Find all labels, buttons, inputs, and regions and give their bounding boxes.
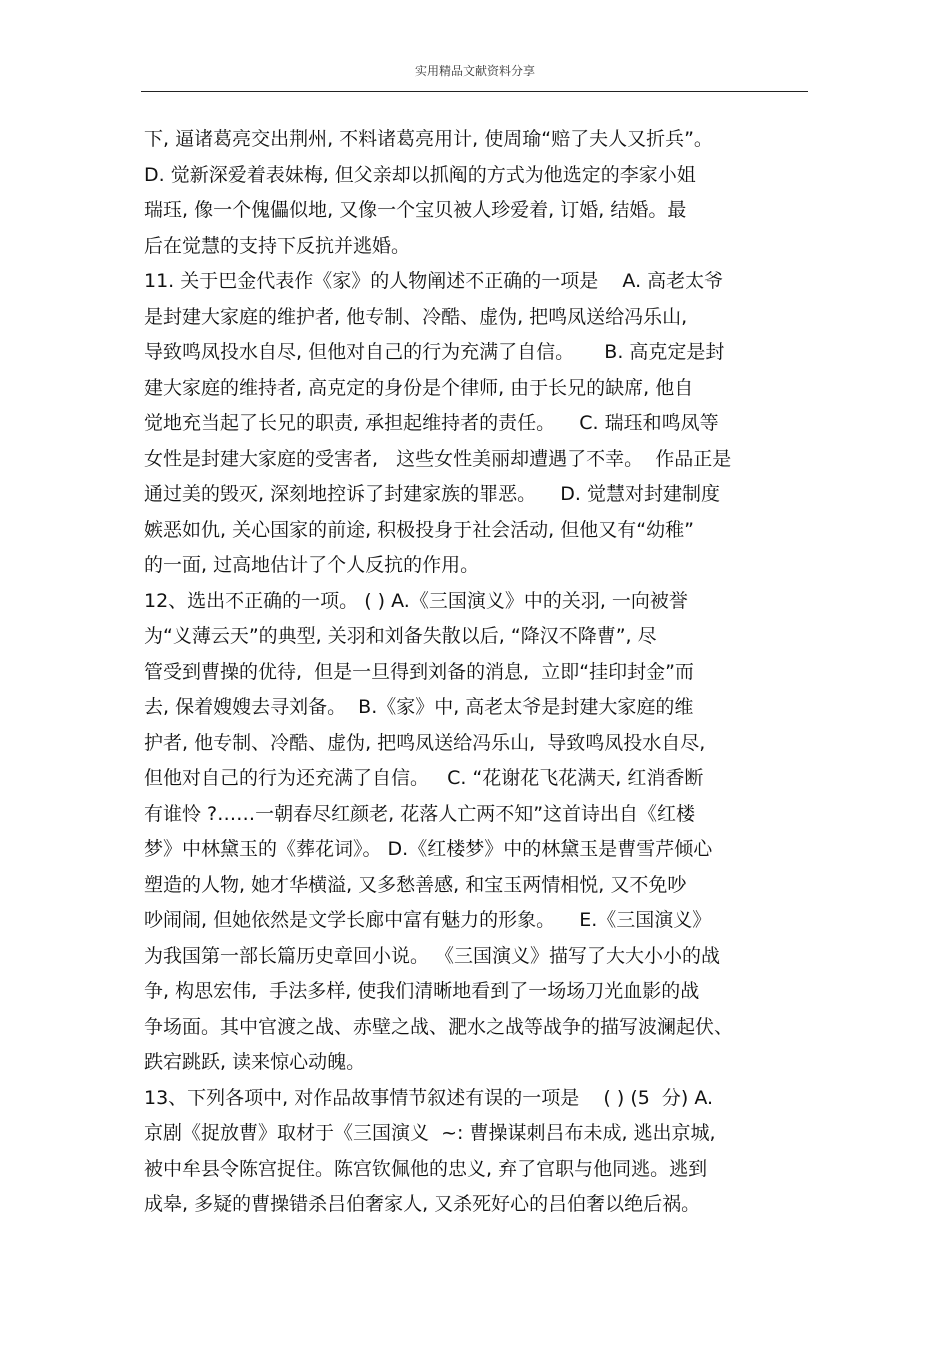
header-divider	[141, 91, 808, 92]
text-line: 争, 构思宏伟, 手法多样, 使我们清晰地看到了一场场刀光血影的战	[144, 980, 700, 1002]
text-line: 嫉恶如仇, 关心国家的前途, 积极投身于社会活动, 但他又有“幼稚”	[144, 518, 694, 541]
page-header: 实用精品文献资料分享	[414, 64, 535, 78]
text-line: 为我国第一部长篇历史章回小说。 《三国演义》描写了大大小小的战	[144, 944, 721, 967]
text-line: 12、选出不正确的一项。 ( ) A.《三国演义》中的关羽, 一向被誉	[144, 589, 688, 612]
text-line: 跌宕跳跃, 读来惊心动魄。	[144, 1051, 366, 1073]
text-line: 为“义薄云天”的典型, 关羽和刘备失散以后, “降汉不降曹”, 尽	[144, 625, 657, 647]
text-line: 建大家庭的维持者, 高克定的身份是个律师, 由于长兄的缺席, 他自	[144, 376, 694, 399]
text-line: 京剧《捉放曹》取材于《三国演义 ~: 曹操谋刺吕布未成, 逃出京城,	[144, 1122, 716, 1144]
text-line: 有谁怜 ?……一朝春尽红颜老, 花落人亡两不知”这首诗出自《红楼	[144, 802, 696, 825]
text-line: 是封建大家庭的维护者, 他专制、冷酷、虚伪, 把鸣凤送给冯乐山,	[144, 305, 688, 328]
text-line: 被中牟县令陈宫捉住。陈宫钦佩他的忠义, 弃了官职与他同逃。逃到	[144, 1157, 708, 1180]
text-line: 11. 关于巴金代表作《家》的人物阐述不正确的一项是 A. 高老太爷	[144, 270, 724, 292]
text-line: 塑造的人物, 她才华横溢, 又多愁善感, 和宝玉两情相悦, 又不免吵	[144, 873, 687, 896]
text-line: 争场面。其中官渡之战、赤壁之战、淝水之战等战争的描写波澜起伏、	[144, 1015, 734, 1038]
text-line: 但他对自己的行为还充满了自信。 C. “花谢花飞花满天, 红消香断	[144, 767, 704, 789]
text-line: 吵闹闹, 但她依然是文学长廊中富有魅力的形象。 E.《三国演义》	[144, 909, 712, 931]
text-line: 成皋, 多疑的曹操错杀吕伯奢家人, 又杀死好心的吕伯奢以绝后祸。	[144, 1193, 701, 1215]
text-line: 的一面, 过高地估计了个人反抗的作用。	[144, 554, 480, 576]
text-line: 梦》中林黛玉的《葬花词》。 D.《红楼梦》中的林黛玉是曹雪芹倾心	[144, 838, 713, 860]
text-line: 女性是封建大家庭的受害者, 这些女性美丽却遭遇了不幸。 作品正是	[144, 447, 732, 470]
text-line: 下, 逼诸葛亮交出荆州, 不料诸葛亮用计, 使周瑜“赔了夫人又折兵”。	[144, 128, 713, 150]
text-line: 去, 保着嫂嫂去寻刘备。 B.《家》中, 高老太爷是封建大家庭的维	[144, 696, 694, 718]
text-line: 后在觉慧的支持下反抗并逃婚。	[144, 234, 411, 257]
text-line: 通过美的毁灭, 深刻地控诉了封建家族的罪恶。 D. 觉慧对封建制度	[144, 483, 720, 505]
text-line: 觉地充当起了长兄的职责, 承担起维持者的责任。 C. 瑞珏和鸣凤等	[144, 412, 719, 434]
text-line: 瑞珏, 像一个傀儡似地, 又像一个宝贝被人珍爱着, 订婚, 结婚。最	[144, 199, 687, 221]
text-line: 管受到曹操的优待, 但是一旦得到刘备的消息, 立即“挂印封金”而	[144, 660, 694, 683]
text-line: 13、下列各项中, 对作品故事情节叙述有误的一项是 ( ) (5 分) A.	[144, 1086, 714, 1109]
text-line: 导致鸣凤投水自尽, 但他对自己的行为充满了自信。 B. 高克定是封	[144, 341, 725, 363]
text-line: 护者, 他专制、冷酷、虚伪, 把鸣凤送给冯乐山, 导致鸣凤投水自尽,	[144, 731, 706, 754]
text-line: D. 觉新深爱着表妹梅, 但父亲却以抓阄的方式为他选定的李家小姐	[144, 163, 696, 186]
document-body	[144, 122, 814, 1223]
